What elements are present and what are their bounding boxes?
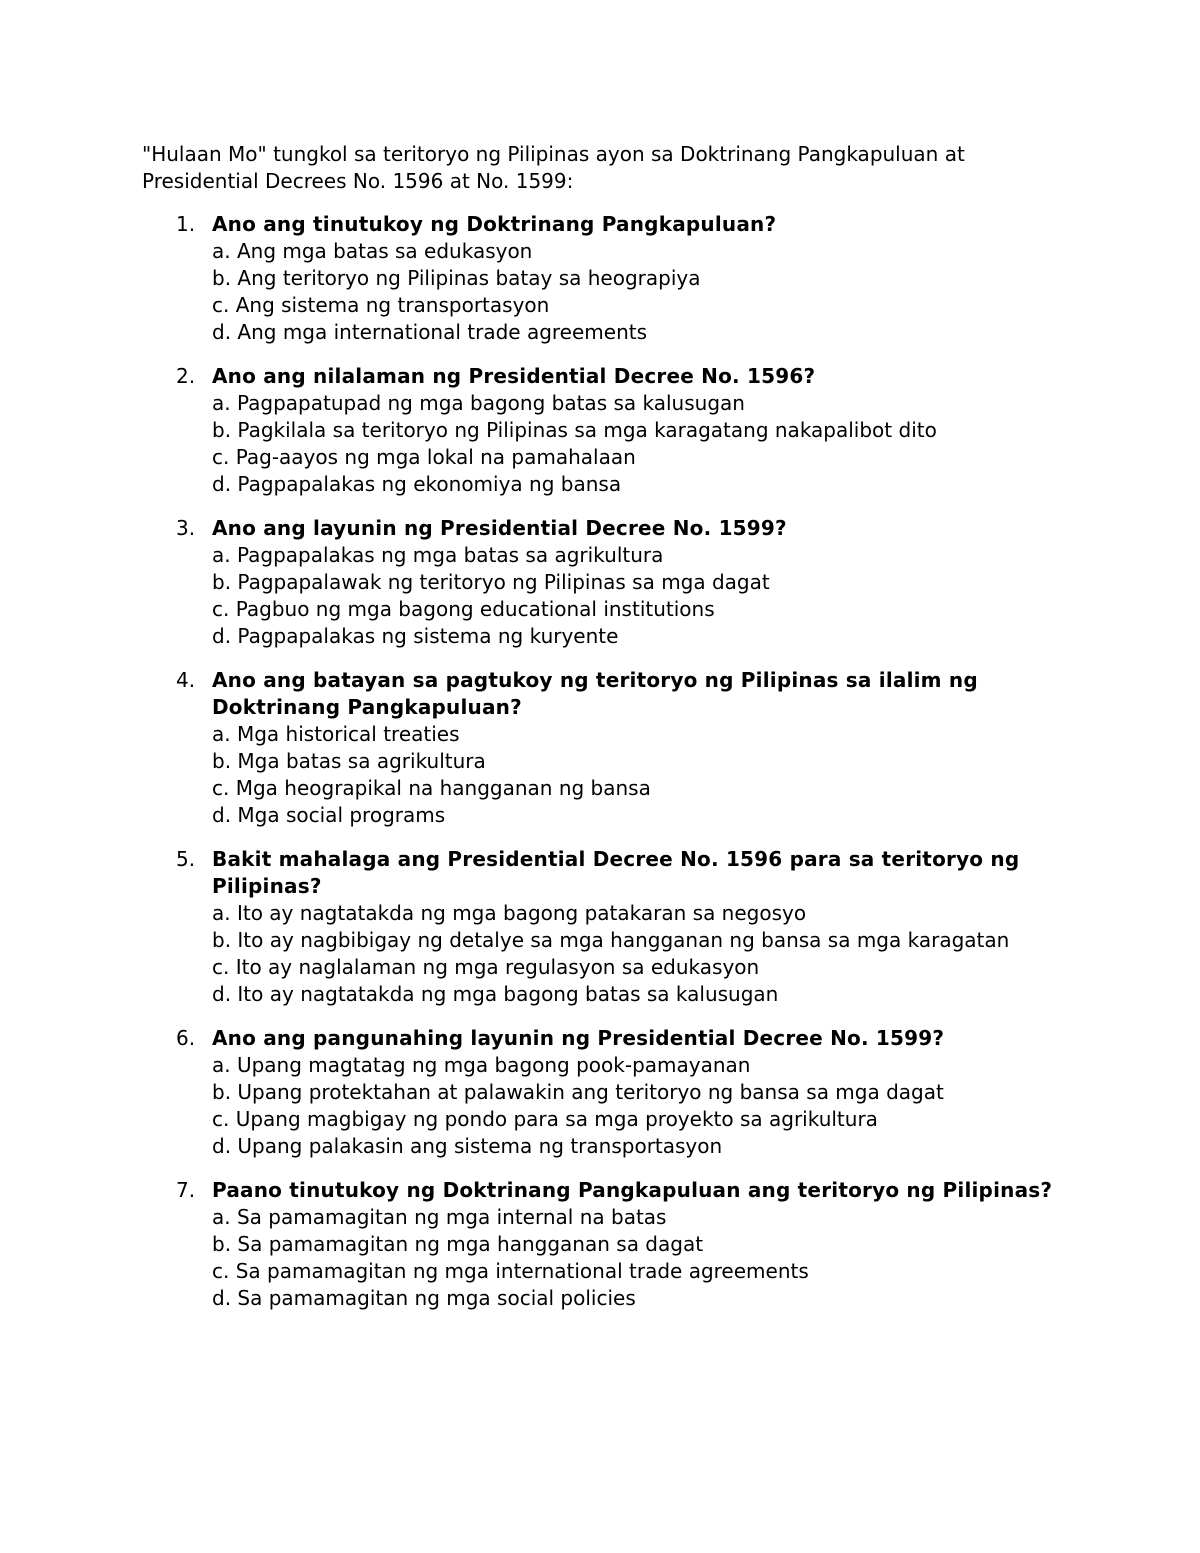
- question-item: [142, 515, 1062, 650]
- question-text: Paano tinutukoy ng Doktrinang Pangkapuluan ang teritoryo ng Pilipinas?: [212, 1178, 1053, 1202]
- option-a: a. Sa pamamagitan ng mga internal na batas: [212, 1205, 667, 1229]
- option-d: d. Pagpapalakas ng ekonomiya ng bansa: [212, 472, 622, 496]
- intro-paragraph: "Hulaan Mo" tungkol sa teritoryo ng Pilipinas ayon sa Doktrinang Pangkapuluan at Presidential Decrees No. 1596 at No. 1599:: [142, 142, 965, 193]
- question-number: 4.: [176, 668, 196, 692]
- option-c: c. Pag-aayos ng mga lokal na pamahalaan: [212, 445, 636, 469]
- option-b: b. Ang teritoryo ng Pilipinas batay sa heograpiya: [212, 266, 701, 290]
- option-a: a. Pagpapatupad ng mga bagong batas sa kalusugan: [212, 391, 745, 415]
- question-list: [142, 211, 1062, 1329]
- option-c: c. Ang sistema ng transportasyon: [212, 293, 550, 317]
- question-item: [142, 1177, 1062, 1312]
- option-a: a. Ang mga batas sa edukasyon: [212, 239, 533, 263]
- question-text: Ano ang tinutukoy ng Doktrinang Pangkapuluan?: [212, 212, 777, 236]
- question-text: Bakit mahalaga ang Presidential Decree No. 1596 para sa teritoryo ng Pilipinas?: [212, 847, 1020, 898]
- option-c: c. Ito ay naglalaman ng mga regulasyon sa edukasyon: [212, 955, 760, 979]
- option-c: c. Sa pamamagitan ng mga international trade agreements: [212, 1259, 809, 1283]
- option-d: d. Mga social programs: [212, 803, 446, 827]
- option-d: d. Pagpapalakas ng sistema ng kuryente: [212, 624, 619, 648]
- question-number: 6.: [176, 1026, 196, 1050]
- option-b: b. Pagkilala sa teritoryo ng Pilipinas sa mga karagatang nakapalibot dito: [212, 418, 937, 442]
- option-d: d. Sa pamamagitan ng mga social policies: [212, 1286, 636, 1310]
- question-item: [142, 363, 1062, 498]
- question-item: [142, 1025, 1062, 1160]
- option-d: d. Ang mga international trade agreements: [212, 320, 648, 344]
- question-item: [142, 211, 1062, 346]
- question-item: [142, 667, 1062, 829]
- option-d: d. Upang palakasin ang sistema ng transportasyon: [212, 1134, 723, 1158]
- question-number: 7.: [176, 1178, 196, 1202]
- option-b: b. Sa pamamagitan ng mga hangganan sa dagat: [212, 1232, 704, 1256]
- option-b: b. Pagpapalawak ng teritoryo ng Pilipinas sa mga dagat: [212, 570, 770, 594]
- question-number: 5.: [176, 847, 196, 871]
- option-a: a. Upang magtatag ng mga bagong pook-pamayanan: [212, 1053, 751, 1077]
- option-b: b. Ito ay nagbibigay ng detalye sa mga hangganan ng bansa sa mga karagatan: [212, 928, 1010, 952]
- question-text: Ano ang batayan sa pagtukoy ng teritoryo ng Pilipinas sa ilalim ng Doktrinang Pangkapuluan?: [212, 668, 978, 719]
- question-text: Ano ang pangunahing layunin ng Presidential Decree No. 1599?: [212, 1026, 945, 1050]
- question-item: [142, 846, 1062, 1008]
- option-a: a. Mga historical treaties: [212, 722, 460, 746]
- question-number: 1.: [176, 212, 196, 236]
- option-a: a. Ito ay nagtatakda ng mga bagong patakaran sa negosyo: [212, 901, 807, 925]
- option-c: c. Upang magbigay ng pondo para sa mga proyekto sa agrikultura: [212, 1107, 878, 1131]
- option-b: b. Upang protektahan at palawakin ang teritoryo ng bansa sa mga dagat: [212, 1080, 944, 1104]
- option-c: c. Mga heograpikal na hangganan ng bansa: [212, 776, 651, 800]
- option-a: a. Pagpapalakas ng mga batas sa agrikultura: [212, 543, 664, 567]
- option-b: b. Mga batas sa agrikultura: [212, 749, 486, 773]
- option-d: d. Ito ay nagtatakda ng mga bagong batas sa kalusugan: [212, 982, 779, 1006]
- question-number: 2.: [176, 364, 196, 388]
- question-number: 3.: [176, 516, 196, 540]
- question-text: Ano ang nilalaman ng Presidential Decree No. 1596?: [212, 364, 816, 388]
- option-c: c. Pagbuo ng mga bagong educational institutions: [212, 597, 715, 621]
- question-text: Ano ang layunin ng Presidential Decree No. 1599?: [212, 516, 787, 540]
